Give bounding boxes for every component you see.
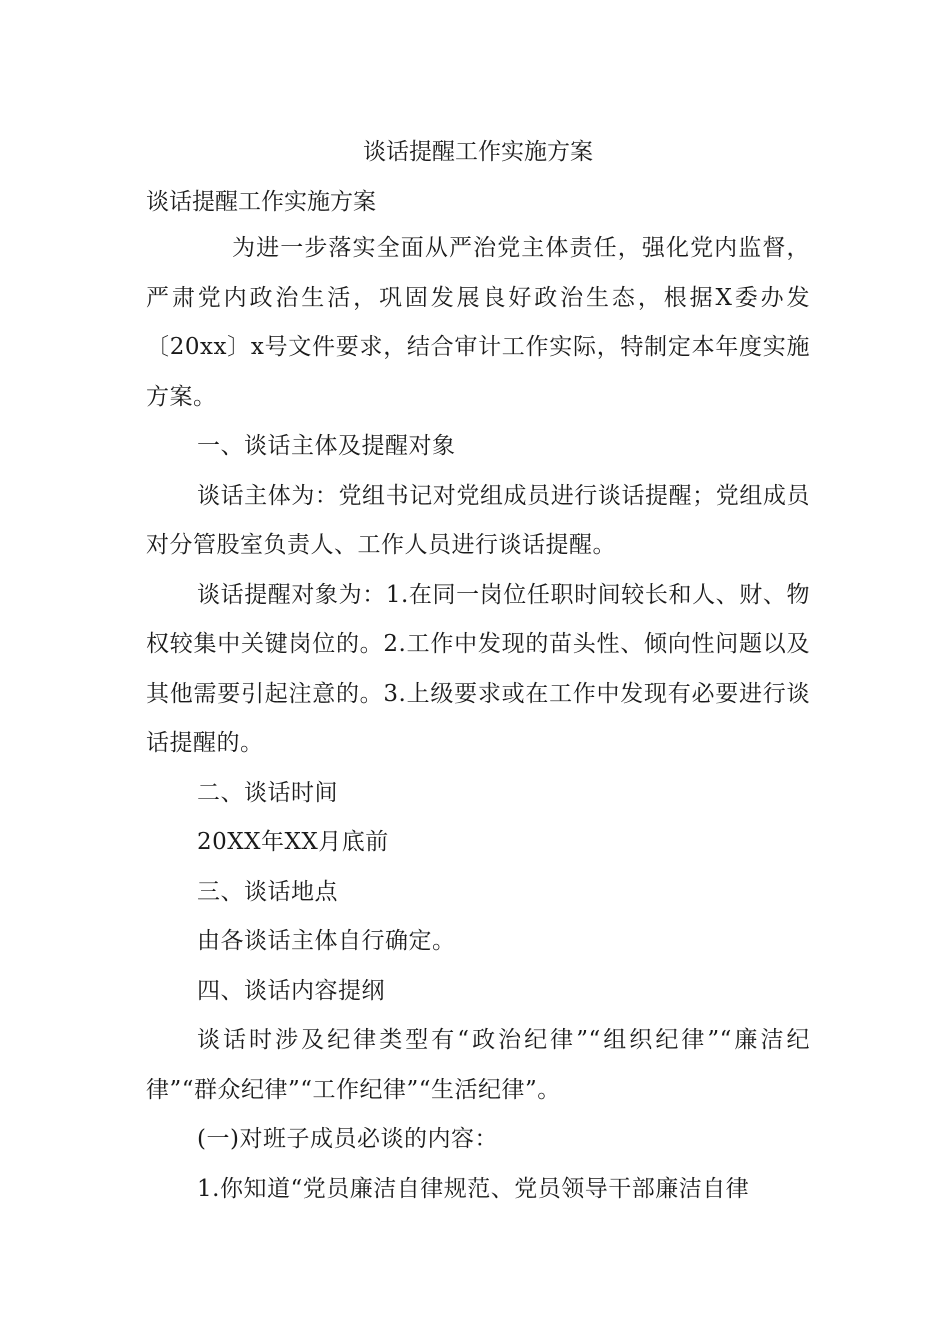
document-subtitle: 谈话提醒工作实施方案 xyxy=(146,189,376,215)
body-paragraph: 由各谈话主体自行确定。 xyxy=(197,928,456,954)
section-heading-4: 四、谈话内容提纲 xyxy=(197,977,385,1004)
section-heading-2: 二、谈话时间 xyxy=(197,779,338,806)
body-paragraph: 谈话主体为：党组书记对党组成员进行谈话提醒；党组成员对分管股室负责人、工作人员进行谈话提醒。 xyxy=(146,482,810,558)
intro-paragraph: 为进一步落实全面从严治党主体责任，强化党内监督，严肃党内政治生活，巩固发展良好政治生态，根据X委办发〔20xx〕x号文件要求，结合审计工作实际，特制定本年度实施方案。 xyxy=(146,235,810,410)
body-paragraph: 20XX年XX月底前 xyxy=(197,829,389,855)
document-body xyxy=(146,130,810,1214)
list-item: 1.你知道“党员廉洁自律规范、党员领导干部廉洁自律 xyxy=(197,1175,750,1202)
subsection-heading: (一)对班子成员必谈的内容： xyxy=(197,1126,498,1152)
section-heading-1: 一、谈话主体及提醒对象 xyxy=(197,433,456,459)
body-paragraph: 谈话时涉及纪律类型有“政治纪律”“组织纪律”“廉洁纪律”“群众纪律”“工作纪律”“生活纪律”。 xyxy=(146,1027,810,1103)
body-paragraph: 谈话提醒对象为：1.在同一岗位任职时间较长和人、财、物权较集中关键岗位的。2.工作中发现的苗头性、倾向性问题以及其他需要引起注意的。3.上级要求或在工作中发现有必要进行谈话提醒的。 xyxy=(146,581,810,756)
document-title: 谈话提醒工作实施方案 xyxy=(363,139,593,165)
section-heading-3: 三、谈话地点 xyxy=(197,878,338,905)
